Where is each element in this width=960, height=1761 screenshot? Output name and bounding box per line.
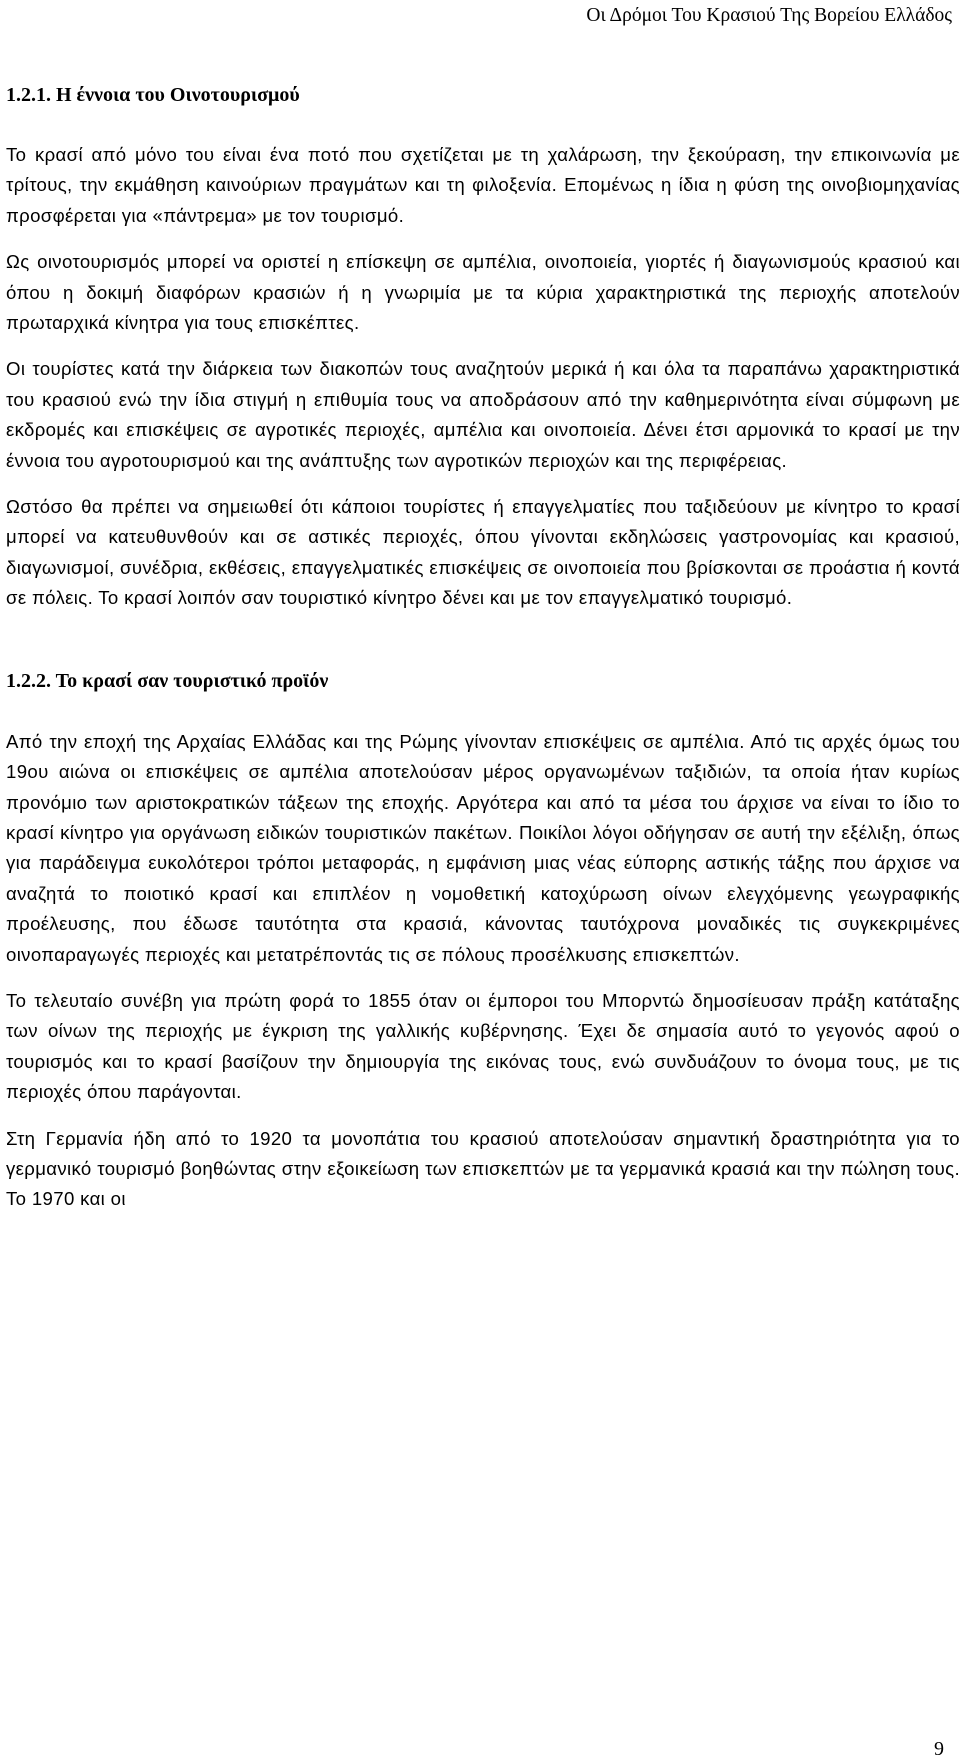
running-header: Οι Δρόμοι Του Κρασιού Της Βορείου Ελλάδος <box>586 5 952 26</box>
paragraph-tourists-vacation: Οι τουρίστες κατά την διάρκεια των διακοπών τους αναζητούν μερικά ή και όλα τα παραπάνω χαρακτηριστικά του κρασιού ενώ την ίδια στιγμή η επιθυμία τους να αποδράσουν από την καθημερινότητα είναι σύμφωνη με εκδρομές και επισκέψεις σε αγροτικές περιοχές, αμπέλια και οινοποιεία. Δένει έτσι αρμονικά το κρασί με την έννοια του αγροτουρισμού και της ανάπτυξης των αγροτικών περιοχών και της περιφέρειας. <box>6 358 960 471</box>
paragraph-bordeaux-1855: Το τελευταίο συνέβη για πρώτη φορά το 1855 όταν οι έμποροι του Μπορντώ δημοσίευσαν πράξη κατάταξης των οίνων της περιοχής με έγκριση της γαλλικής κυβέρνησης. Έχει δε σημασία αυτό το γεγονός αφού ο τουρισμός και το κρασί βασίζουν την δημιουργία της εικόνας τους, ενώ συνδυάζουν το όνομα τους, με τις περιοχές όπου παράγονται. <box>6 989 960 1103</box>
paragraph-germany-1920: Στη Γερμανία ήδη από το 1920 τα μονοπάτια του κρασιού αποτελούσαν σημαντική δραστηριότητα για το γερμανικό τουρισμό βοηθώντας στην εξοικείωση των επισκεπτών με τα γερμανικά κρασιά και την πώληση τους. Το 1970 και οι <box>6 1127 960 1210</box>
section-heading-wine-tourism-concept: 1.2.1. Η έννοια του Οινοτουρισμού <box>6 84 300 106</box>
section-heading-wine-as-product: 1.2.2. Το κρασί σαν τουριστικό προϊόν <box>6 669 329 692</box>
paragraph-wine-relaxation: Το κρασί από μόνο του είναι ένα ποτό που σχετίζεται με τη χαλάρωση, την ξεκούραση, την επικοινωνία με τρίτους, την εκμάθηση καινούριων πραγμάτων και τη φιλοξενία. Επομένως η ίδια η φύση της οινοβιομηχανίας προσφέρεται για «πάντρεμα» με τον τουρισμό. <box>6 144 960 226</box>
paragraph-urban-areas: Ωστόσο θα πρέπει να σημειωθεί ότι κάποιοι τουρίστες ή επαγγελματίες που ταξιδεύουν με κίνητρο το κρασί μπορεί να κατευθυνθούν και σε αστικές περιοχές, όπου γίνονται εκδηλώσεις γαστρονομίας και κρασιού, διαγωνισμοί, συνέδρια, εκθέσεις, επαγγελματικές επισκέψεις σε οινοποιεία που βρίσκονται σε προάστια ή κοντά σε πόλεις. Το κρασί λοιπόν σαν τουριστικό κίνητρο δένει και με τον επαγγελματικό τουρισμό. <box>6 496 960 609</box>
paragraph-wine-tourism-definition: Ως οινοτουρισμός μπορεί να οριστεί η επίσκεψη σε αμπέλια, οινοποιεία, γιορτές ή διαγωνισμούς κρασιού και όπου η δοκιμή διαφόρων κρασιών ή η γνωριμία με τα κύρια χαρακτηριστικά της περιοχής αποτελούν πρωταρχικά κίνητρα για τους επισκέπτες. <box>6 251 960 334</box>
paragraph-history: Από την εποχή της Αρχαίας Ελλάδας και της Ρώμης γίνονταν επισκέψεις σε αμπέλια. Από τις αρχές όμως του 19ου αιώνα οι επισκέψεις σε αμπέλια αποτελούσαν μέρος οργανωμένων ταξιδιών, τα οποία ήταν κυρίως προνόμιο των αριστοκρατικών τάξεων της εποχής. Αργότερα και από τα μέσα του άρχισε να είναι το ίδιο το κρασί κίνητρο για οργάνωση ειδικών τουριστικών πακέτων. Ποικίλοι λόγοι οδήγησαν σε αυτή την εξέλιξη, όπως για παράδειγμα ευκολότεροι τρόποι μεταφοράς, η εμφάνιση μιας νέας εύπορης αστικής τάξης που άρχισε να αναζητά το ποιοτικό κρασί και επιπλέον η νομοθετική κατοχύρωση οίνων ελεγχόμενης γεωγραφικής προέλευσης, που έδωσε ταυτότητα στα κρασιά, κάνοντας ταυτόχρονα μοναδικές τις συγκεκριμένες οινοπαραγωγές περιοχές και μετατρέποντάς τις σε πόλους προσέλκυσης επισκεπτών. <box>6 730 960 965</box>
page-number: 9 <box>934 1738 944 1760</box>
page-content <box>6 80 960 1231</box>
